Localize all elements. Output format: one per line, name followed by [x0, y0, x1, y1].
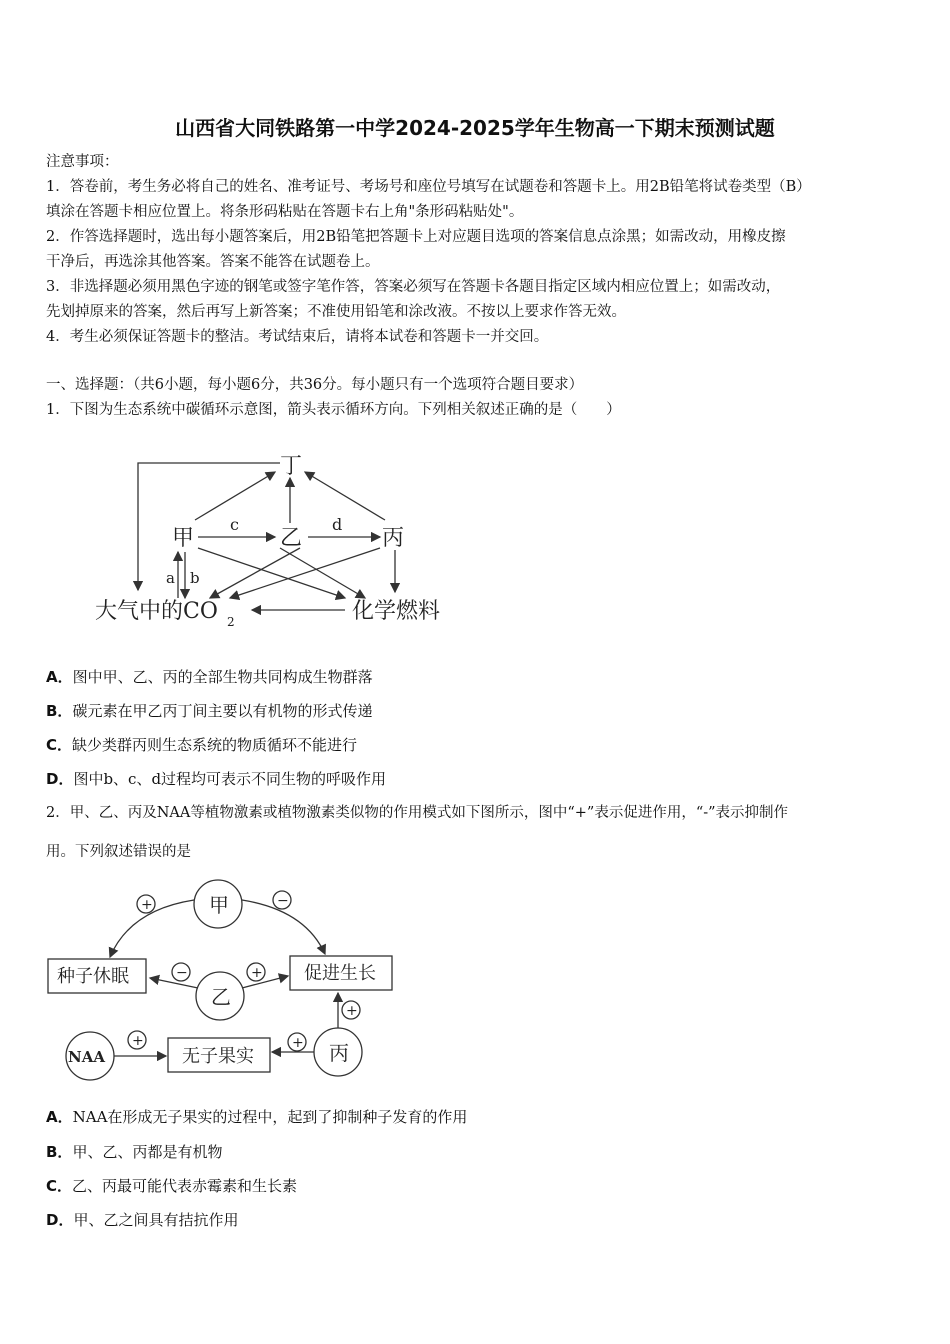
- sign-minus: −: [176, 965, 188, 981]
- box-growth: 促进生长: [304, 963, 376, 984]
- diagram-label-d: d: [332, 515, 343, 534]
- option-d[interactable]: D．甲、乙之间具有拮抗作用: [46, 1211, 239, 1229]
- diagram-label-b: b: [190, 569, 200, 587]
- hormone-yi: 乙: [211, 985, 231, 1009]
- diagram-label-c: c: [230, 515, 239, 534]
- option-b[interactable]: B．碳元素在甲乙丙丁间主要以有机物的形式传递: [46, 702, 373, 720]
- hormone-bing: 丙: [329, 1041, 349, 1065]
- notice-line: 先划掉原来的答案，然后再写上新答案；不准使用铅笔和涂改液。不按以上要求作答无效。: [46, 304, 626, 320]
- diagram-label-co2-subscript: 2: [227, 615, 235, 629]
- hormone-jia: 甲: [209, 893, 229, 917]
- sign-plus: +: [141, 897, 153, 913]
- notice-line: 干净后，再选涂其他答案。答案不能答在试题卷上。: [46, 254, 380, 270]
- question-2-stem: 用。下列叙述错误的是: [46, 844, 191, 860]
- diagram-label-bing: 丙: [382, 526, 405, 551]
- sign-minus: −: [277, 893, 289, 909]
- hormone-diagram: [40, 870, 440, 1090]
- sign-plus: +: [346, 1003, 358, 1019]
- option-b[interactable]: B．甲、乙、丙都是有机物: [46, 1143, 223, 1161]
- diagram-label-a: a: [166, 569, 175, 587]
- notice-line: 1．答卷前，考生务必将自己的姓名、准考证号、考场号和座位号填写在试题卷和答题卡上。用2B铅笔将试卷类型（B）: [46, 179, 811, 195]
- hormone-naa: NAA: [68, 1048, 105, 1066]
- notice-line: 填涂在答题卡相应位置上。将条形码粘贴在答题卡右上角"条形码粘贴处"。: [46, 204, 524, 220]
- sign-plus: +: [132, 1033, 144, 1049]
- question-1-stem: 1．下图为生态系统中碳循环示意图，箭头表示循环方向。下列相关叙述正确的是（ ）: [46, 402, 621, 418]
- page-title: 山西省大同铁路第一中学2024-2025学年生物高一下期末预测试题: [175, 116, 775, 140]
- diagram-label-yi: 乙: [280, 526, 303, 551]
- option-c[interactable]: C．缺少类群丙则生态系统的物质循环不能进行: [46, 736, 358, 754]
- option-a[interactable]: A．NAA在形成无子果实的过程中，起到了抑制种子发育的作用: [46, 1108, 468, 1126]
- sign-plus: +: [292, 1035, 304, 1051]
- diagram-label-ding: 丁: [280, 454, 303, 479]
- option-a[interactable]: A．图中甲、乙、丙的全部生物共同构成生物群落: [46, 668, 373, 686]
- notice-line: 4．考生必须保证答题卡的整洁。考试结束后，请将本试卷和答题卡一并交回。: [46, 329, 549, 345]
- box-seedless: 无子果实: [182, 1046, 254, 1067]
- box-dormancy: 种子休眠: [57, 966, 129, 987]
- notice-line: 3．非选择题必须用黑色字迹的钢笔或签字笔作答，答案必须写在答题卡各题目指定区域内相应位置上；如需改动，: [46, 279, 781, 295]
- question-2-stem: 2．甲、乙、丙及NAA等植物激素或植物激素类似物的作用模式如下图所示，图中“+”表示促进作用，“-”表示抑制作: [46, 805, 789, 821]
- diagram-label-jia: 甲: [172, 526, 195, 551]
- sign-plus: +: [251, 965, 263, 981]
- section-heading: 一、选择题：（共6小题，每小题6分，共36分。每小题只有一个选项符合题目要求）: [46, 377, 584, 393]
- diagram-label-fuel: 化学燃料: [352, 599, 441, 624]
- notice-heading: 注意事项：: [46, 154, 119, 170]
- diagram-label-co2: 大气中的CO: [95, 599, 218, 624]
- option-c[interactable]: C．乙、丙最可能代表赤霉素和生长素: [46, 1177, 298, 1195]
- carbon-cycle-diagram: [80, 440, 480, 640]
- notice-line: 2．作答选择题时，选出每小题答案后，用2B铅笔把答题卡上对应题目选项的答案信息点涂黑；如需改动，用橡皮擦: [46, 229, 786, 245]
- option-d[interactable]: D．图中b、c、d过程均可表示不同生物的呼吸作用: [46, 770, 387, 788]
